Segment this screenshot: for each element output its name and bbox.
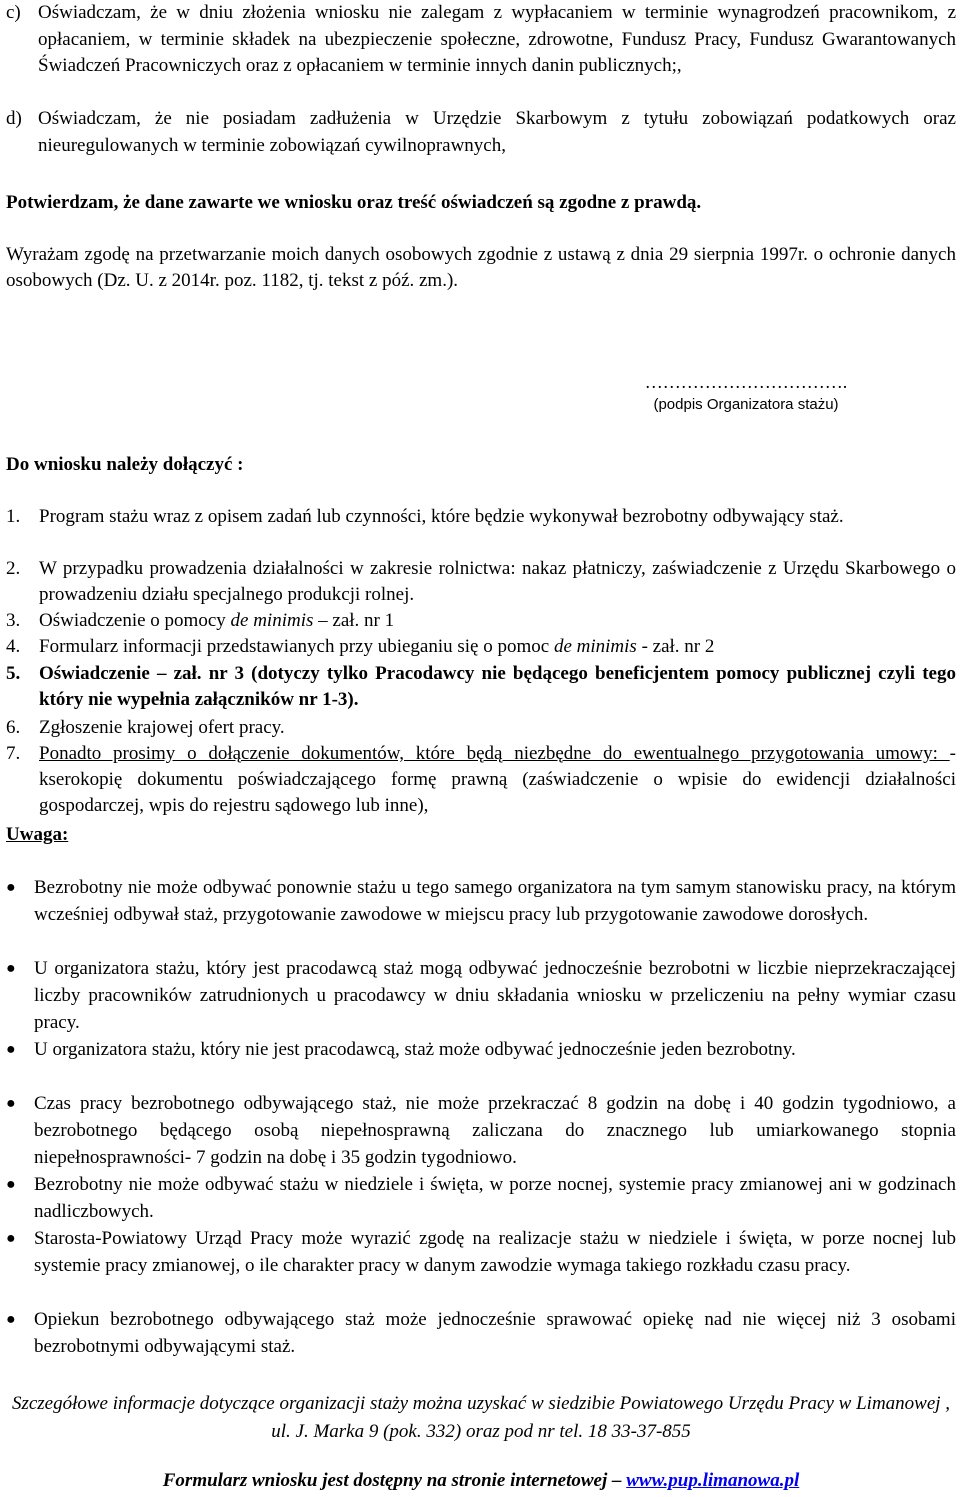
note-item (6, 1090, 956, 1171)
bullet-icon: ● (6, 1176, 16, 1193)
note-item (6, 1306, 956, 1360)
attachment-item (6, 608, 956, 634)
attachment-text-part: - zał. nr 2 (636, 636, 715, 657)
attachment-number: 6. (6, 717, 21, 738)
bullet-icon: ● (6, 1311, 16, 1328)
attachment-text (39, 608, 956, 634)
confirm-statement: Potwierdzam, że dane zawarte we wniosku oraz treść oświadczeń są zgodne z prawdą. (6, 192, 702, 213)
attachment-item (6, 556, 956, 608)
attachment-text (39, 634, 956, 660)
attachment-text-part: Oświadczenie o pomocy (39, 610, 231, 631)
declaration-c (6, 0, 956, 80)
note-item (6, 1036, 956, 1063)
note-text: Bezrobotny nie może odbywać ponownie stażu u tego samego organizatora na tym samym stanowisku pracy, na którym wcześniej odbywał staż, przygotowanie zawodowe w miejscu pracy lub przygotowanie zawodowe dorosłych. (34, 877, 956, 925)
attachment-italic: de minimis (230, 610, 314, 631)
declaration-d (6, 106, 956, 159)
attachment-text: W przypadku prowadzenia działalności w zakresie rolnictwa: nakaz płatniczy, zaświadczenie z Urzędu Skarbowego o prowadzeniu działu specjalnego produkcji rolnej. (39, 558, 956, 605)
attachment-text: Oświadczenie – zał. nr 3 (dotyczy tylko Pracodawcy nie będącego beneficjentem pomocy publicznej czyli tego który nie wypełnia załączników nr 1-3). (39, 663, 956, 710)
note-text: Bezrobotny nie może odbywać stażu w niedziele i święta, w porze nocnej, systemie pracy zmianowej ani w godzinach nadliczbowych. (34, 1174, 956, 1222)
declaration-c-text: Oświadczam, że w dniu złożenia wniosku nie zalegam z wypłacaniem w terminie wynagrodzeń pracownikom, z opłacaniem, w terminie składek na ubezpieczenie społeczne, zdrowotne, Fundusz Pracy, Fundusz Gwarantowanych Świadczeń Pracowniczych oraz z opłacaniem w terminie innych danin publicznych;, (38, 2, 956, 76)
attachment-number: 5. (6, 663, 21, 684)
note-text: Czas pracy bezrobotnego odbywającego staż, nie może przekraczać 8 godzin na dobę i 40 godzin tygodniowo, a bezrobotnego będącego osobą niepełnosprawną zaliczana do znacznego lub umiarkowanego stopnia niepełnosprawności- 7 godzin na dobę i 35 godzin tygodniowo. (34, 1093, 956, 1168)
attachment-number: 3. (6, 610, 21, 631)
attachment-number: 1. (6, 506, 21, 527)
attachment-text-part: – zał. nr 1 (313, 610, 395, 631)
note-heading: Uwaga: (6, 824, 69, 845)
declaration-d-label: d) (6, 108, 22, 129)
footer-info: Szczegółowe informacje dotyczące organizacji staży można uzyskać w siedzibie Powiatowego Urzędu Pracy w Limanowej , ul. J. Marka 9 (pok. 332) oraz pod nr tel. 18 33-37-855 (11, 1393, 951, 1442)
declaration-c-label: c) (6, 2, 21, 23)
attachment-number: 2. (6, 558, 21, 579)
website-link[interactable]: www.pup.limanowa.pl (626, 1470, 800, 1491)
note-item (6, 874, 956, 928)
signature-block (616, 370, 876, 416)
attachment-text-part: - kserokopię dokumentu poświadczającego formę prawną (zaświadczenie o wpisie do ewidencji działalności gospodarczej, wpis do rejestru sądowego lub inne), (39, 743, 956, 816)
note-text: U organizatora stażu, który nie jest pracodawcą, staż może odbywać jednocześnie jeden bezrobotny. (34, 1039, 796, 1060)
bullet-icon: ● (6, 1230, 16, 1247)
attachment-text (39, 741, 956, 819)
bullet-icon: ● (6, 1095, 16, 1112)
attachment-number: 7. (6, 743, 21, 764)
attachment-underlined: Ponadto prosimy o dołączenie dokumentów, które będą niezbędne do ewentualnego przygotowania umowy: (39, 743, 950, 764)
declaration-d-text: Oświadczam, że nie posiadam zadłużenia w Urzędzie Skarbowym z tytułu zobowiązań podatkowych oraz nieuregulowanych w terminie zobowiązań cywilnoprawnych, (38, 108, 956, 156)
footer-form-text: Formularz wniosku jest dostępny na stronie internetowej – (162, 1470, 622, 1491)
attachment-text: Zgłoszenie krajowej ofert pracy. (39, 717, 285, 738)
note-text: Opiekun bezrobotnego odbywającego staż może jednocześnie sprawować opiekę nad nie więcej niż 3 osobami bezrobotnymi odbywającymi staż. (34, 1309, 956, 1357)
attachment-text-part: Formularz informacji przedstawianych przy ubieganiu się o pomoc (39, 636, 554, 657)
signature-caption: (podpis Organizatora stażu) (653, 396, 839, 413)
footer-form-line (6, 1467, 956, 1495)
attachment-item (6, 715, 956, 741)
attachment-item (6, 741, 956, 819)
note-text: U organizatora stażu, który jest pracodawcą staż mogą odbywać jednocześnie bezrobotni w liczbie nieprzekraczającej liczby pracowników zatrudnionych u pracodawcy w dniu składania wniosku w przeliczeniu na pełny wymiar czasu pracy. (34, 958, 956, 1033)
bullet-icon: ● (6, 879, 16, 896)
attachment-item (6, 504, 956, 530)
note-item (6, 955, 956, 1036)
bullet-icon: ● (6, 960, 16, 977)
attachment-number: 4. (6, 636, 21, 657)
attachment-item (6, 634, 956, 660)
attachment-item (6, 661, 956, 713)
consent-statement: Wyrażam zgodę na przetwarzanie moich danych osobowych zgodnie z ustawą z dnia 29 sierpnia 1997r. o ochronie danych osobowych (Dz. U. z 2014r. poz. 1182, tj. tekst z póź. zm.). (6, 244, 956, 291)
note-text: Starosta-Powiatowy Urząd Pracy może wyrazić zgodę na realizacje stażu w niedziele i święta, w porze nocnej lub systemie pracy zmianowej, o ile charakter pracy w danym zawodzie wymaga takiego rozkładu czasu pracy. (34, 1228, 956, 1276)
note-item (6, 1171, 956, 1225)
attachments-heading: Do wniosku należy dołączyć : (6, 454, 244, 475)
signature-line: ……………………………. (644, 372, 848, 392)
attachment-italic: de minimis (553, 636, 637, 657)
bullet-icon: ● (6, 1041, 16, 1058)
attachment-text: Program stażu wraz z opisem zadań lub czynności, które będzie wykonywał bezrobotny odbywający staż. (39, 506, 844, 527)
note-item (6, 1225, 956, 1279)
